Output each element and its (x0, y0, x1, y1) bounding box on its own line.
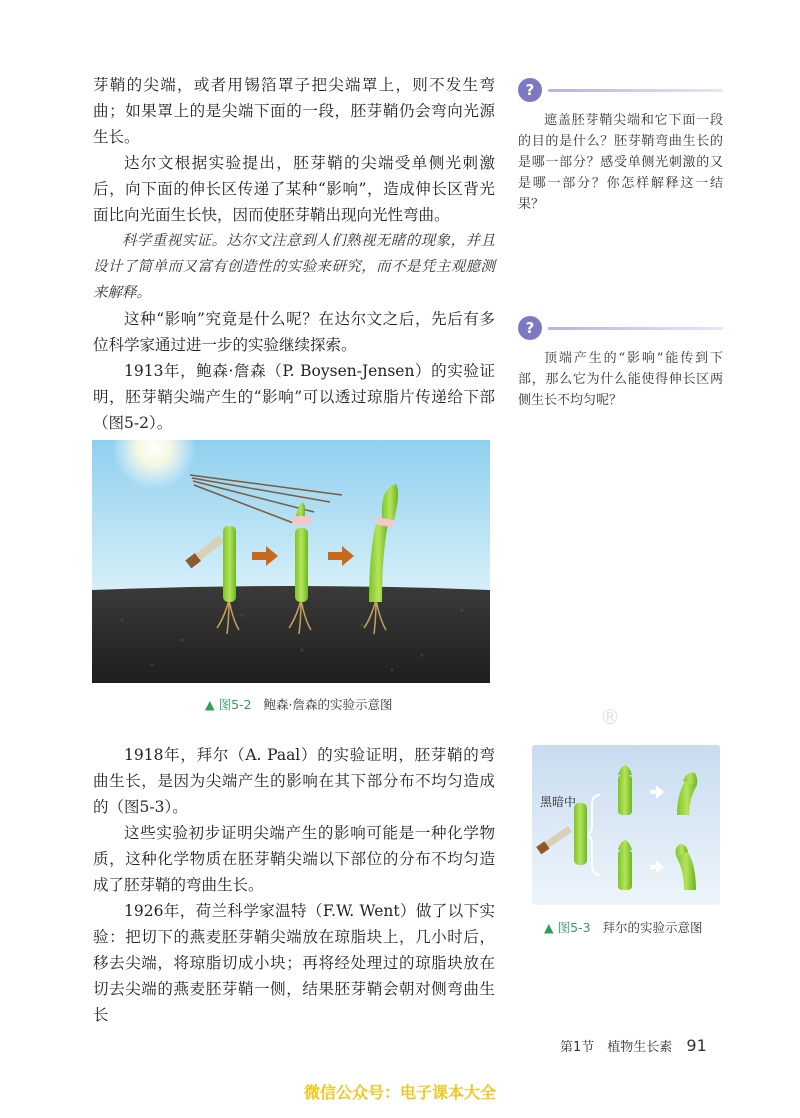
sidebar-text: 遮盖胚芽鞘尖端和它下面一段的目的是什么？胚芽鞘弯曲生长的是哪一部分？感受单侧光刺激的又是哪一部分？你怎样解释这一结果？ (518, 113, 723, 212)
sidebar-question-1 (518, 78, 723, 215)
wechat-banner: 微信公众号：电子课本大全 (303, 1083, 496, 1102)
caption-text: 鲍森·詹森的实验示意图 (263, 697, 393, 712)
caption-marker: ▲ (205, 697, 215, 712)
sidebar-header (518, 78, 723, 104)
page-number: 91 (686, 1036, 707, 1055)
main-text-lower (93, 742, 495, 1028)
sidebar-text: 顶端产生的“影响”能传到下部，那么它为什么能使得伸长区两侧生长不均匀呢？ (518, 351, 723, 408)
paragraph: 1918年，拜尔（A. Paal）的实验证明，胚芽鞘的弯曲生长，是因为尖端产生的影响在其下部分布不均匀造成的（图5-3）。 (93, 746, 495, 816)
agar-block (292, 516, 311, 525)
sidebar-header (518, 316, 723, 342)
paragraph: 这种“影响”究竟是什么呢？在达尔文之后，先后有多位科学家通过进一步的实验继续探索。 (93, 310, 495, 354)
figure-number: 图5-2 (218, 697, 252, 712)
emphasis-paragraph: 科学重视实证。达尔文注意到人们熟视无睹的现象，并且设计了简单而又富有创造性的实验来研究，而不是凭主观臆测来解释。 (93, 233, 495, 301)
section-title: 第1节 植物生长素 (560, 1040, 673, 1055)
figure-5-3 (532, 745, 720, 905)
caption-text: 拜尔的实验示意图 (602, 920, 703, 935)
question-icon: ? (518, 316, 542, 340)
paal-illustration (532, 745, 720, 905)
main-text (93, 72, 495, 436)
seedling-1 (223, 526, 236, 602)
seedling-2 (295, 528, 308, 602)
figure-5-2 (92, 440, 490, 683)
page-footer (560, 1036, 760, 1055)
caption-marker: ▲ (544, 920, 554, 935)
figure-caption (205, 695, 393, 713)
figure-caption (544, 918, 703, 936)
figure-number: 图5-3 (557, 920, 591, 935)
divider (548, 327, 723, 330)
divider (548, 89, 723, 92)
figure-label: 黑暗中 (540, 795, 577, 809)
boysen-jensen-illustration (92, 440, 490, 683)
sidebar-question-2 (518, 316, 723, 411)
paragraph: 芽鞘的尖端，或者用锡箔罩子把尖端罩上，则不发生弯曲；如果罩上的是尖端下面的一段，胚芽鞘仍会弯向光源生长。 (93, 76, 495, 146)
paragraph: 达尔文根据实验提出，胚芽鞘的尖端受单侧光刺激后，向下面的伸长区传递了某种“影响”，造成伸长区背光面比向光面生长快，因而使胚芽鞘出现向光性弯曲。 (93, 154, 495, 224)
watermark: ® (600, 705, 620, 729)
seedling (574, 803, 587, 865)
paragraph: 1913年，鲍森·詹森（P. Boysen-Jensen）的实验证明，胚芽鞘尖端产生的“影响”可以透过琼脂片传递给下部（图5-2）。 (93, 362, 495, 432)
soil (92, 586, 490, 683)
question-icon: ? (518, 78, 542, 102)
paragraph: 这些实验初步证明尖端产生的影响可能是一种化学物质，这种化学物质在胚芽鞘尖端以下部位的分布不均匀造成了胚芽鞘的弯曲生长。 (93, 824, 495, 894)
paragraph: 1926年，荷兰科学家温特（F.W. Went）做了以下实验：把切下的燕麦胚芽鞘尖端放在琼脂块上，几小时后，移去尖端，将琼脂切成小块；再将经处理过的琼脂块放在切去尖端的燕麦胚芽鞘一侧，结果胚芽鞘会朝对侧弯曲生长 (93, 902, 495, 1024)
